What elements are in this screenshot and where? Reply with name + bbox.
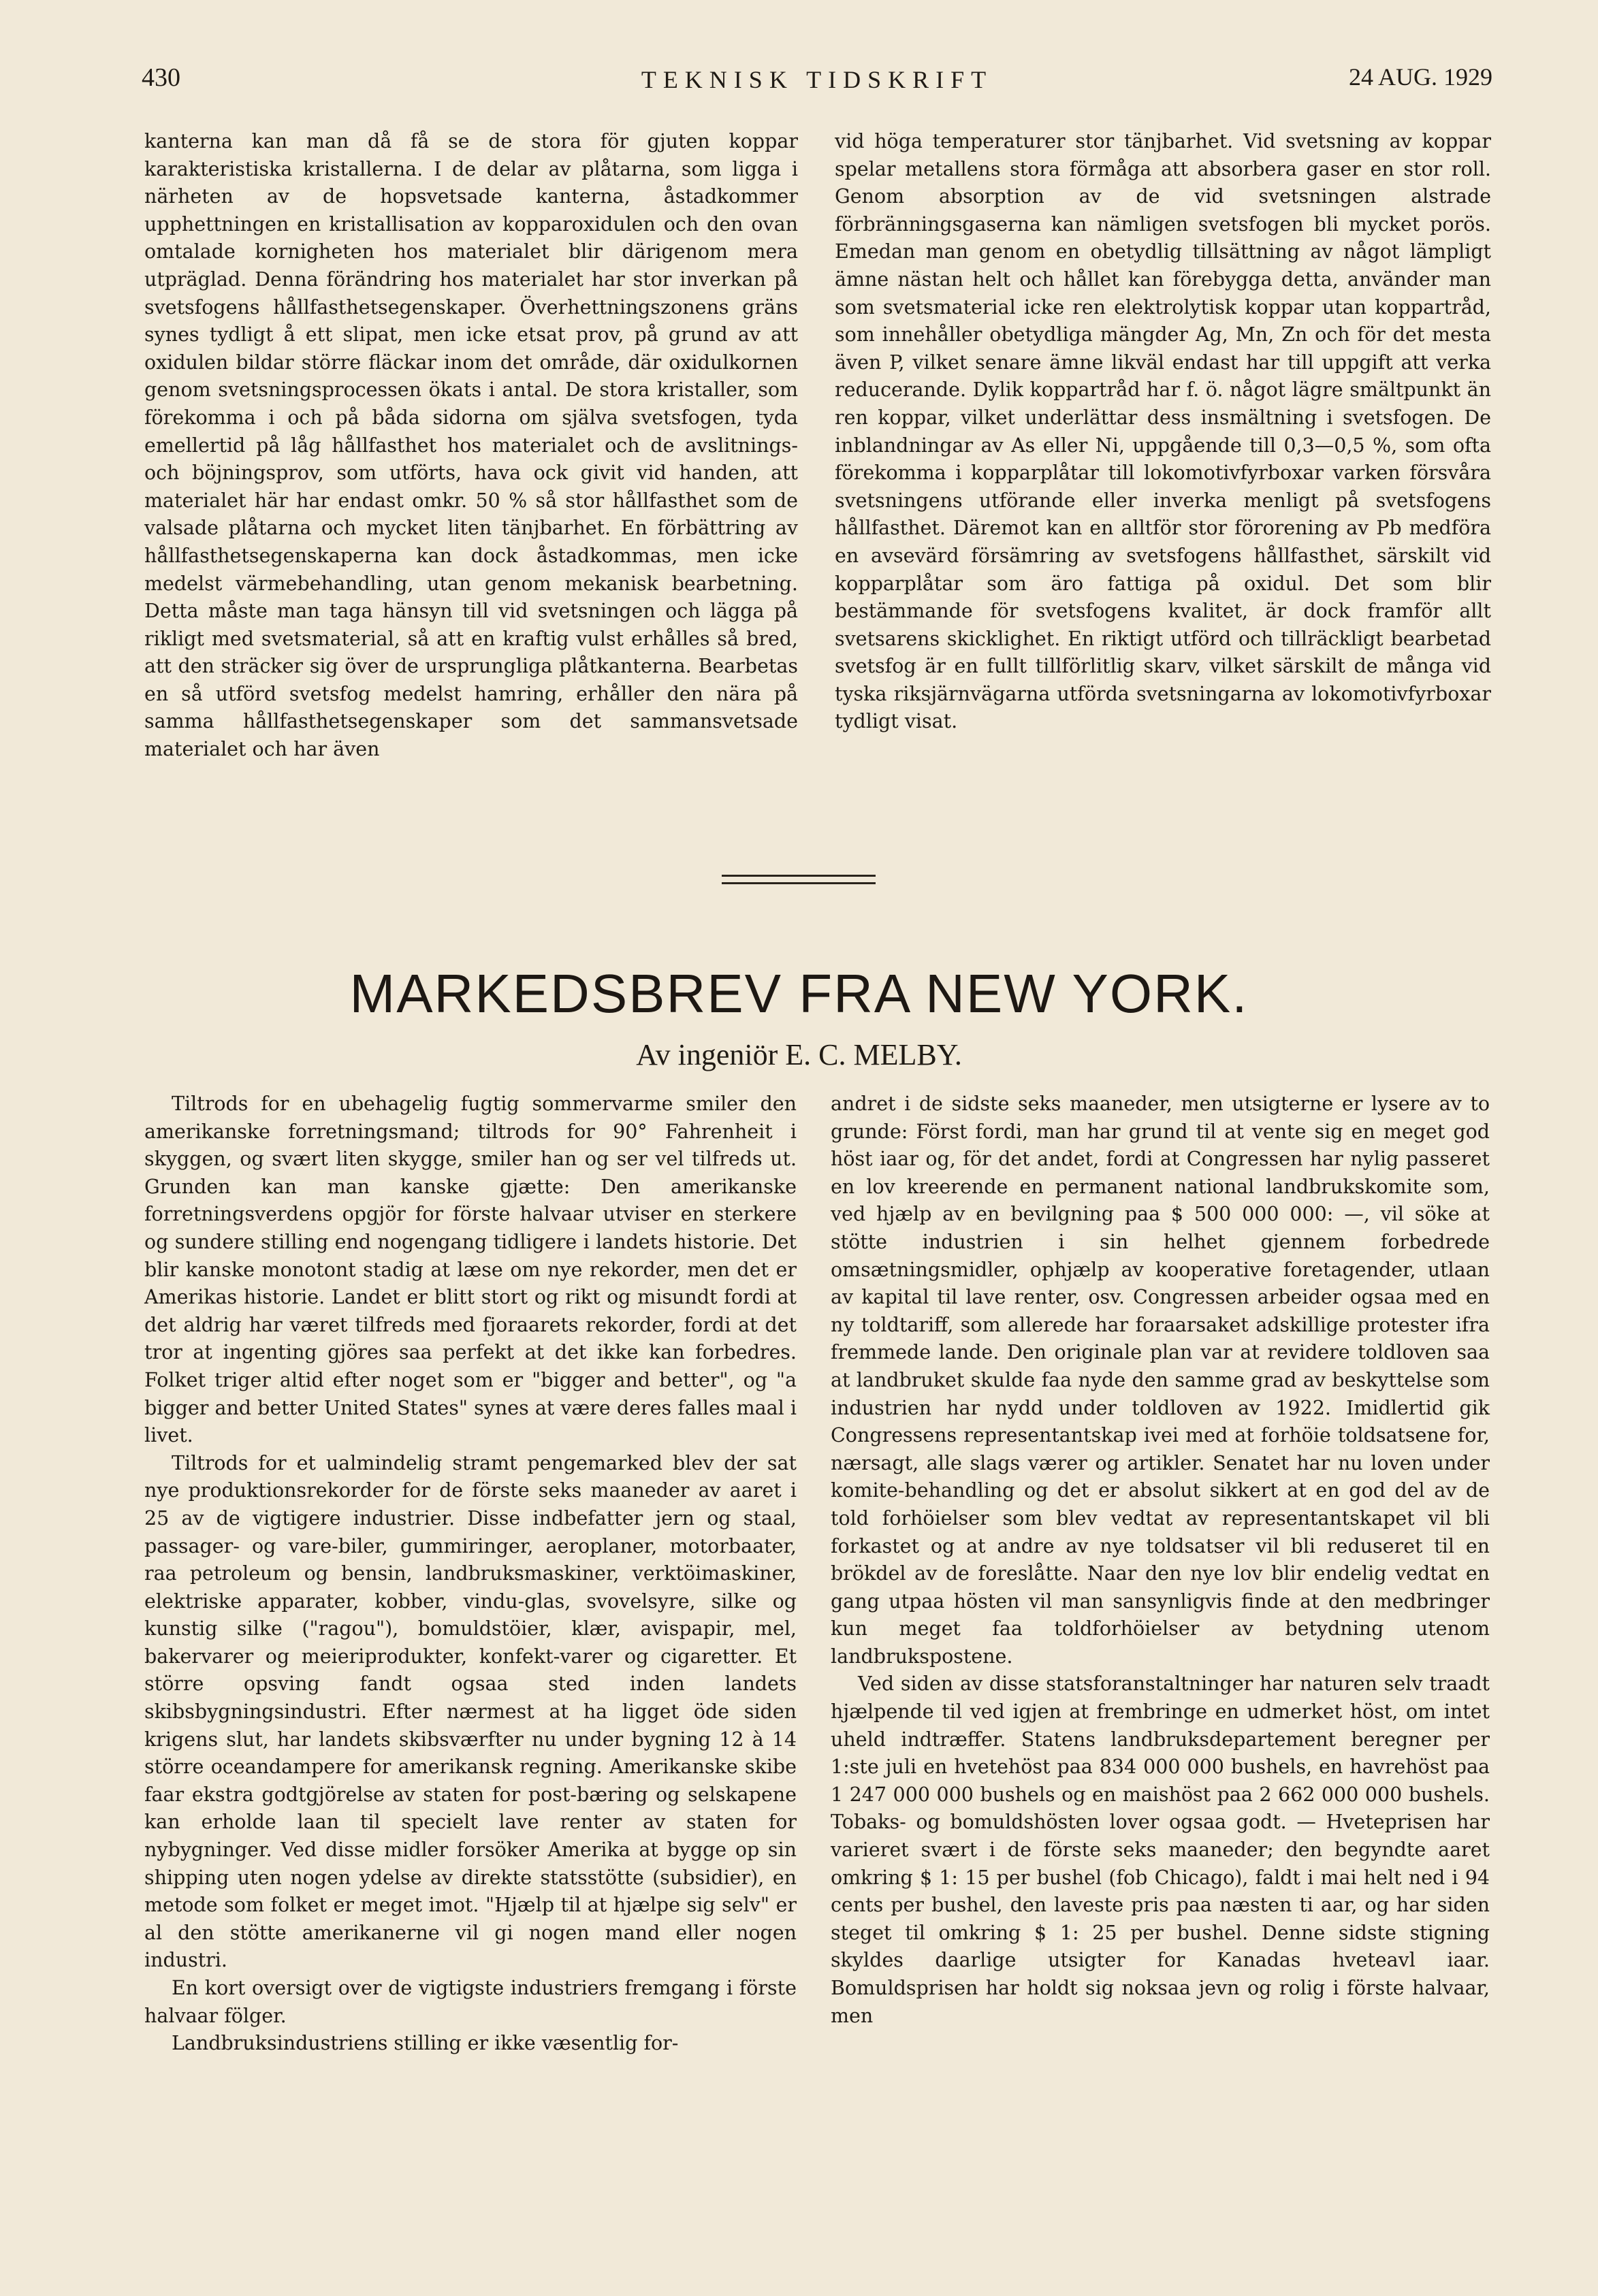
section-divider [722, 875, 876, 884]
article-left-column [144, 1090, 797, 2058]
issue-date: 24 AUG. 1929 [1348, 63, 1492, 91]
continued-article-right-column [835, 128, 1491, 736]
article-title: MARKEDSBREV FRA NEW YORK. [349, 963, 1249, 1024]
article-byline: Av ingeniör E. C. MELBY. [636, 1038, 962, 1071]
paragraph: En kort oversigt over de vigtigste industriers fremgang i förste halvaar fölger. [144, 1977, 797, 2027]
journal-title: TEKNISK TIDSKRIFT [641, 66, 993, 93]
paragraph: andret i de sidste seks maaneder, men utsigterne er lysere av to grunde: Först fordi, man har grund til at vente sig en meget god höst iaar og, för det andet, fordi at Congressen har nylig passeret en lov kreerende en permanent national landbrukskomite som, ved hjælp av en bevilgning paa $ 500 000 000: —, vil söke at stötte industrien i sin helhet gjennem forbedrede omsætningsmidler, ophjælp av kooperative foretagender, utlaan av kapital til lave renter, osv. Congressen arbeider ogsaa med en ny toldtariff, som allerede har foraarsaket adskillige protester ifra fremmede lande. Den originale plan var at revidere toldloven saa at landbruket skulde faa nyde den samme grad av beskyttelse som industrien har nydd under toldloven av 1922. Imidlertid gik Congressens representantskap ivei med at forhöie toldsatsene for, nærsagt, alle slags værer og artikler. Senatet har nu loven under komite-behandling og det er absolut sikkert at en god del av de told forhöielser som blev vedtat av representantskapet vil bli forkastet og at andre av nye toldsatser vil bli reduseret til en brökdel av de foreslåtte. Naar den nye lov blir endelig vedtat en gang utpaa hösten vil man sansynligvis finde at den medbringer kun meget faa toldforhöielser av betydning utenom landbrukspostene. [831, 1093, 1490, 1668]
paragraph: kanterna kan man då få se de stora för gjuten koppar karakteristiska kristallerna. I de delar av plåtarna, som ligga i närheten av de hopsvetsade kanterna, åstadkommer upphettningen en kristallisation av kopparoxidulen och den ovan omtalade kornigheten hos materialet blir därigenom mera utpräglad. Denna förändring hos materialet har stor inverkan på svetsfogens hållfasthetsegenskaper. Överhettningszonens gräns synes tydligt å ett slipat, men icke etsat prov, på grund av att oxidulen bildar större fläckar inom det område, där oxidulkornen genom svetsningsprocessen ökats i antal. De stora kristaller, som förekomma i och på båda sidorna om själva svetsfogen, tyda emellertid på låg hållfasthet hos materialet och de avslitnings- och böjningsprov, som utförts, hava ock givit vid handen, att materialet här har endast omkr. 50 % så stor hållfasthet som de valsade plåtarna och mycket liten tänjbarhet. En förbättring av hållfasthetsegenskaperna kan dock åstadkommas, men icke medelst värmebehandling, utan genom mekanisk bearbetning. Detta måste man taga hänsyn till vid svetsningen och lägga på rikligt med svetsmaterial, så att en kraftig vulst erhålles så bred, att den sträcker sig över de ursprungliga plåtkanterna. Bearbetas en så utförd svetsfog medelst hamring, erhåller den nära på samma hållfasthetsegenskaper som det sammansvetsade materialet och har även [144, 130, 798, 761]
paragraph: Landbruksindustriens stilling er ikke væsentlig for- [172, 2032, 679, 2055]
paragraph: Tiltrods for et ualmindelig stramt pengemarked blev der sat nye produktionsrekorder for de förste seks maaneder av aaret i 25 av de vigtigere industrier. Disse indbefatter jern og staal, passager- og vare-biler, gummiringer, aeroplaner, motorbaater, raa petroleum og bensin, landbruksmaskiner, verktöimaskiner, elektriske apparater, kobber, vindu-glas, svovelsyre, silke og kunstig silke ("ragou"), bomuldstöier, klær, avispapir, mel, bakervarer og meieriprodukter, konfekt-varer og cigaretter. Et större opsving fandt ogsaa sted inden landets skibsbygningsindustri. Efter nærmest at ha ligget öde siden krigens slut, har landets skibsværfter nu under bygning 12 à 14 större oceandampere for amerikansk regning. Amerikanske skibe faar ekstra godtgjörelse av staten for post-bæring og selskapene kan erholde laan til specielt lave renter av staten for nybygninger. Ved disse midler forsöker Amerika at bygge op sin shipping uten nogen ydelse av direkte statsstötte (subsidier), en metode som folket er meget imot. "Hjælp til at hjælpe sig selv" er al den stötte amerikanerne vil gi nogen mand eller nogen industri. [144, 1451, 797, 1972]
running-head [142, 63, 1492, 103]
paragraph: Tiltrods for en ubehagelig fugtig sommervarme smiler den amerikanske forretningsmand; tiltrods for 90° Fahrenheit i skyggen, og svært liten skygge, smiler han og ser vel tilfreds ut. Grunden kan man kanske gjætte: Den amerikanske forretningsverdens opgjör for förste halvaar utviser en sterkere og sundere stilling end nogengang tidligere i landets historie. Det blir kanske monotont stadig at læse om nye rekorder, men det er Amerikas historie. Landet er blitt stort og rikt og misundt fordi at det aldrig har været tilfreds med fjoraarets rekorder, fordi at det tror at ingenting gjöres saa perfekt at det ikke kan forbedres. Folket triger altid efter noget som er "bigger and better", og "a bigger and better United States" synes at være deres falles maal i livet. [144, 1093, 797, 1447]
page-number: 430 [142, 63, 180, 92]
article-right-column [831, 1090, 1490, 2030]
continued-article-left-column [144, 128, 798, 764]
paragraph: Ved siden av disse statsforanstaltninger har naturen selv traadt hjælpende til ved igjen at frembringe en udmerket höst, om intet uheld indtræffer. Statens landbruksdepartement beregner per 1:ste juli en hvetehöst paa 834 000 000 bushels, en havrehöst paa 1 247 000 000 bushels og en maishöst paa 2 662 000 000 bushels. Tobaks- og bomuldshösten lover ogsaa godt. — Hveteprisen har varieret svært i de förste seks maaneder; den begyndte aaret omkring $ 1: 15 per bushel (fob Chicago), faldt i mai helt ned i 94 cents per bushel, den laveste pris paa næsten ti aar, og har siden steget til omkring $ 1: 25 per bushel. Denne sidste stigning skyldes daarlige utsigter for Kanadas hveteavl iaar. Bomuldsprisen har holdt sig noksaa jevn og rolig i förste halvaar, men [831, 1672, 1490, 2027]
paragraph: vid höga temperaturer stor tänjbarhet. Vid svetsning av koppar spelar metallens stora förmåga att absorbera gaser en stor roll. Genom absorption av de vid svetsningen alstrade förbränningsgaserna kan nämligen svetsfogen bli mycket porös. Emedan man genom en obetydlig tillsättning av något lämpligt ämne nästan helt och hållet kan förebygga detta, använder man som svetsmaterial icke ren elektrolytisk koppar utan koppartråd, som innehåller obetydliga mängder Ag, Mn, Zn och för det mesta även P, vilket senare ämne likväl endast har till uppgift att verka reducerande. Dylik koppartråd har f. ö. något lägre smältpunkt än ren koppar, vilket underlättar dess insmältning i svetsfogen. De inblandningar av As eller Ni, uppgående till 0,3—0,5 %, som ofta förekomma i kopparplåtar till lokomotivfyrboxar varken försvåra svetsningens utförande eller inverka menligt på svetsfogens hållfasthet. Däremot kan en alltför stor förorening av Pb medföra en avsevärd försämring av svetsfogens hållfasthet, särskilt vid kopparplåtar som äro fattiga på oxidul. Det som blir bestämmande för svetsfogens kvalitet, är dock framför allt svetsarens skicklighet. En riktigt utförd och tillräckligt bearbetad svetsfog är en fullt tillförlitlig skarv, vilket särskilt de många vid tyska riksjärnvägarna utförda svetsningarna av lokomotivfyrboxar tydligt visat. [835, 130, 1491, 733]
